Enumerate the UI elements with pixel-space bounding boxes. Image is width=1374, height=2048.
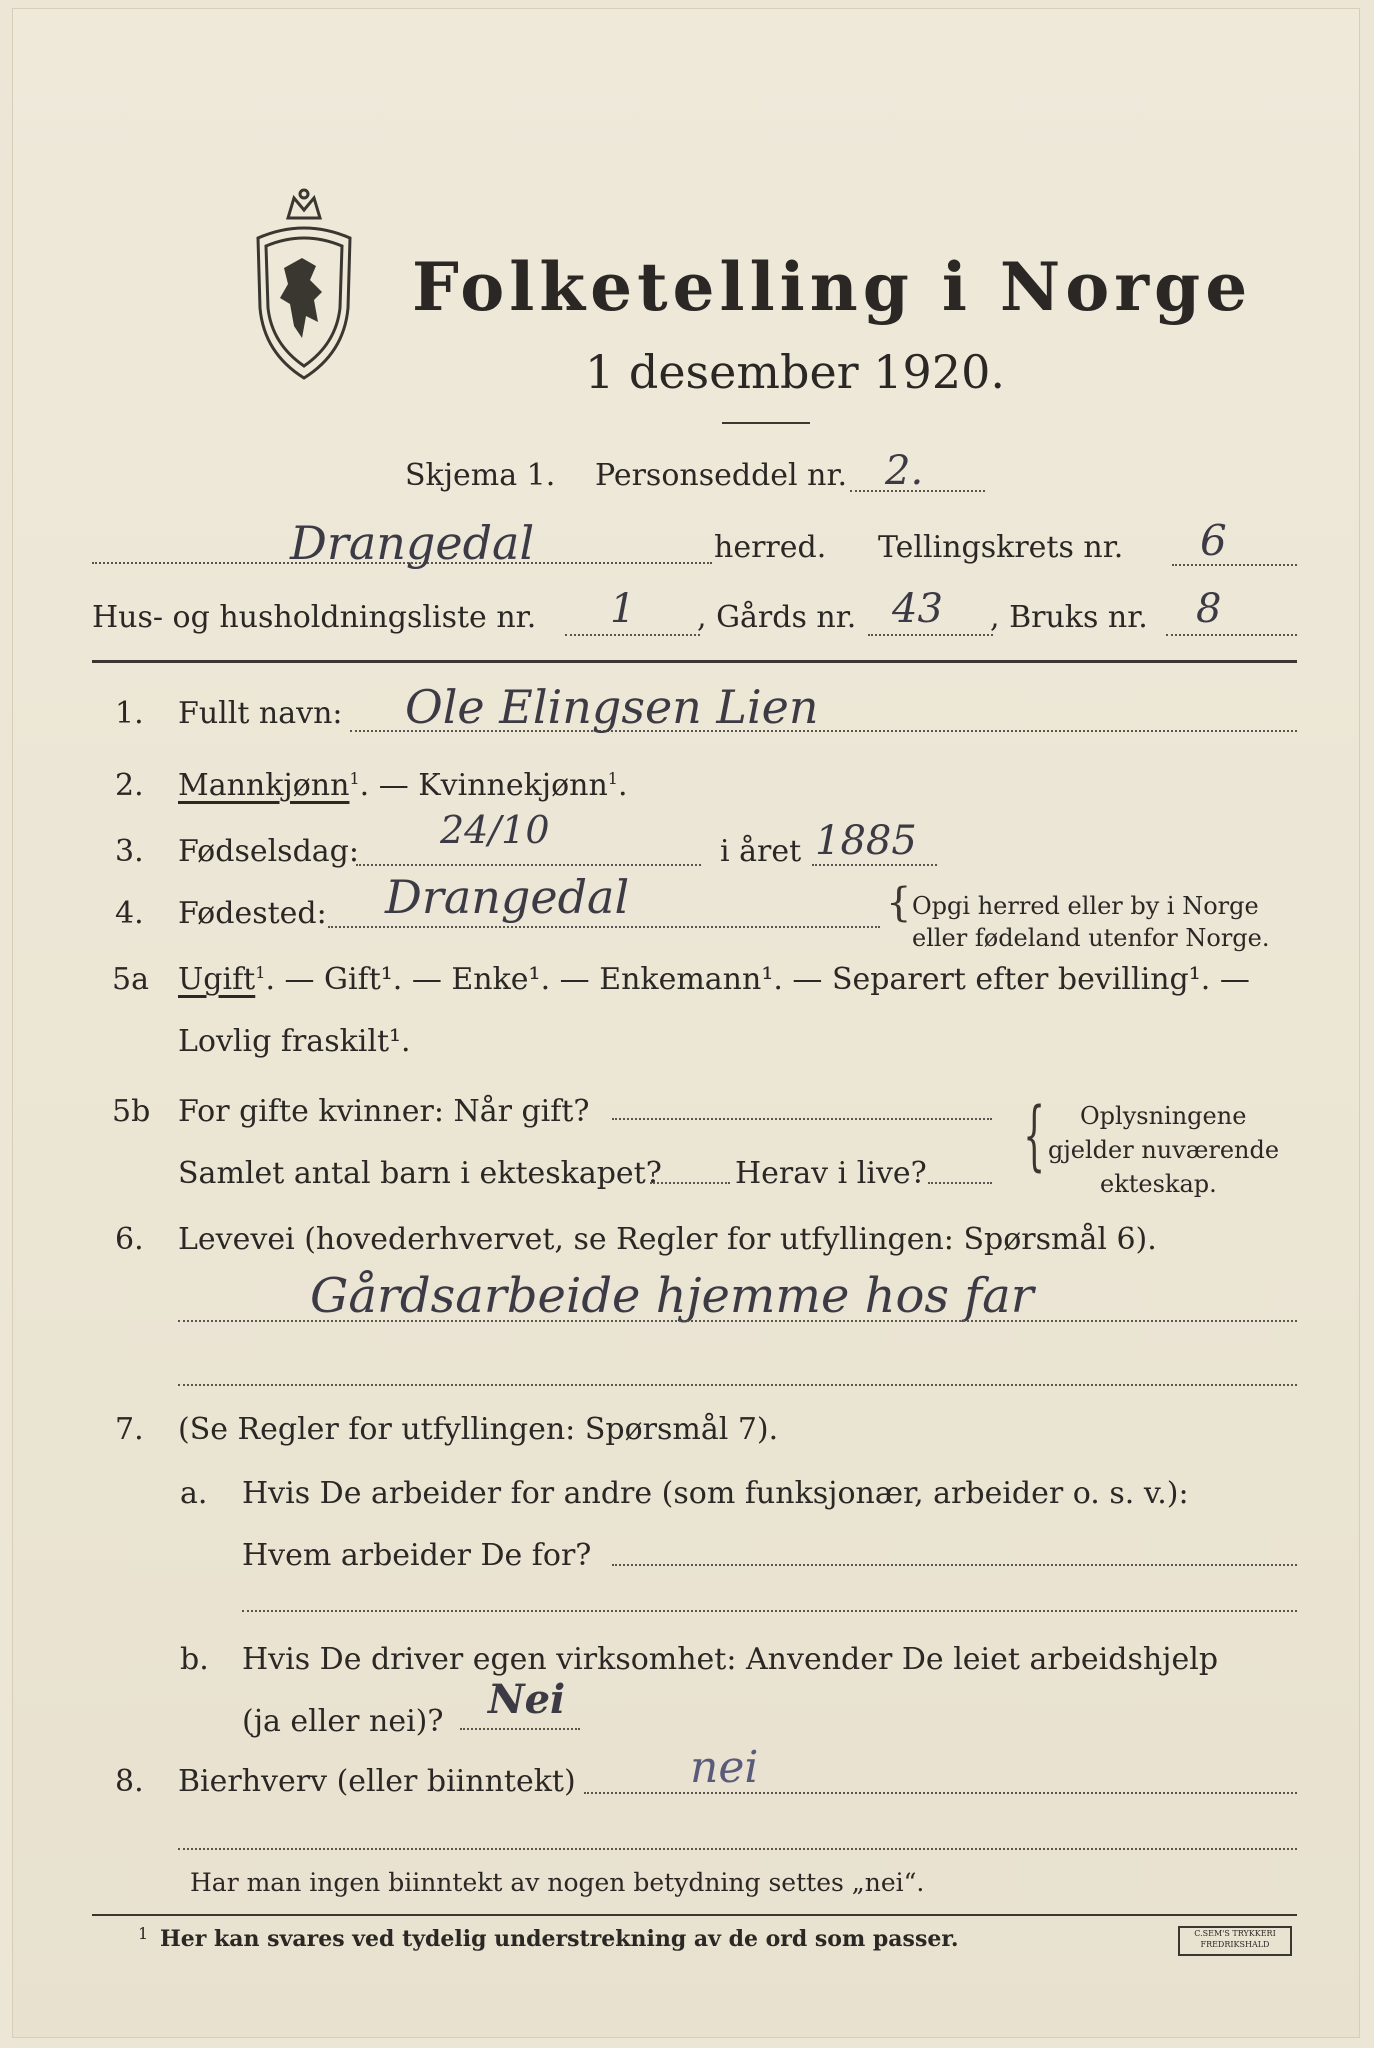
printer-stamp — [1178, 1926, 1292, 1956]
side-income-value[interactable]: nei — [690, 1742, 759, 1793]
gards-value[interactable]: 43 — [892, 586, 943, 632]
tellingskrets-line — [1172, 564, 1297, 566]
q6-label: Levevei (hovederhvervet, se Regler for utfyllingen: Spørsmål 6). — [178, 1222, 1157, 1257]
q7a-line2 — [242, 1610, 1297, 1612]
q5b-label3: Herav i live? — [735, 1156, 927, 1191]
q5b-label1: For gifte kvinner: Når gift? — [178, 1094, 590, 1129]
herred-label: herred. — [714, 530, 827, 565]
q8-label: Bierhverv (eller biinntekt) — [178, 1764, 576, 1799]
q5b-number: 5b — [112, 1094, 151, 1129]
birthdate-value[interactable]: 24/10 — [440, 808, 550, 852]
q5b-note-line3: ekteskap. — [1100, 1170, 1217, 1198]
printer-name: C.SEM'S TRYKKERI — [1194, 1929, 1276, 1938]
q3-number: 3. — [115, 834, 144, 869]
q3-year-line — [812, 864, 937, 866]
tellingskrets-value[interactable]: 6 — [1200, 516, 1227, 565]
gards-line — [868, 634, 993, 636]
form-title: Folketelling i Norge — [412, 248, 1253, 326]
q5b-note-line1: Oplysningene — [1080, 1102, 1247, 1130]
gender-male-option[interactable]: Mannkjønn — [178, 768, 350, 803]
q8-number: 8. — [115, 1764, 144, 1799]
q5b-line1 — [612, 1118, 992, 1120]
footnote-text: Her kan svares ved tydelig understrekning av de ord som passer. — [160, 1926, 959, 1952]
q5b-line3 — [928, 1182, 992, 1184]
q7a-line1 — [612, 1564, 1297, 1566]
footnote-separator — [92, 1914, 1297, 1916]
q5b-note-line2: gjelder nuværende — [1048, 1136, 1280, 1164]
gender-female-option[interactable]: Kvinnekjønn — [418, 768, 608, 803]
q6-line2 — [178, 1384, 1297, 1386]
q7b-letter: b. — [180, 1642, 209, 1677]
q5b-brace: { — [1023, 1090, 1046, 1179]
gards-label: , Gårds nr. — [697, 600, 857, 635]
q7b-label1: Hvis De driver egen virksomhet: Anvender De leiet arbeidshjelp — [242, 1642, 1219, 1677]
tellingskrets-label: Tellingskrets nr. — [878, 530, 1124, 565]
occupation-value[interactable]: Gårdsarbeide hjemme hos far — [310, 1268, 1034, 1324]
q5b-label2: Samlet antal barn i ekteskapet? — [178, 1156, 662, 1191]
q4-label: Fødested: — [178, 896, 327, 931]
q5a-options: Ugift$^1$. — Gift¹. — Enke¹. — Enkemann¹. — Separert efter bevilling¹. — — [178, 962, 1250, 997]
q3-line — [356, 864, 701, 866]
printer-city: FREDRIKSHALD — [1200, 1940, 1270, 1949]
footnote-mark: 1 — [138, 1924, 149, 1943]
form-date: 1 desember 1920. — [585, 345, 1005, 399]
q4-number: 4. — [115, 896, 144, 931]
q4-note-line1: Opgi herred eller by i Norge — [912, 892, 1259, 920]
q3-label: Fødselsdag: — [178, 834, 359, 869]
q7-label: (Se Regler for utfyllingen: Spørsmål 7). — [178, 1412, 779, 1447]
bruks-label: , Bruks nr. — [990, 600, 1148, 635]
q7a-letter: a. — [180, 1476, 208, 1511]
status-ugift-option[interactable]: Ugift — [178, 962, 256, 997]
q5a-line2: Lovlig fraskilt¹. — [178, 1024, 411, 1059]
q8-note: Har man ingen biinntekt av nogen betydning settes „nei“. — [190, 1868, 925, 1897]
q2-number: 2. — [115, 768, 144, 803]
header-separator — [92, 660, 1297, 663]
q7a-label2: Hvem arbeider De for? — [242, 1538, 592, 1573]
q5b-line2 — [650, 1182, 730, 1184]
full-name-value[interactable]: Ole Elingsen Lien — [405, 680, 819, 734]
q8-line2 — [178, 1848, 1297, 1850]
q4-brace: { — [886, 880, 912, 926]
q7b-line — [460, 1728, 580, 1730]
q2-options: Mannkjønn$^1$. — Kvinnekjønn$^1$. — [178, 768, 628, 803]
q7-number: 7. — [115, 1412, 144, 1447]
q7a-label1: Hvis De arbeider for andre (som funksjonær, arbeider o. s. v.): — [242, 1476, 1189, 1511]
birthyear-value[interactable]: 1885 — [815, 818, 917, 864]
hired-help-value[interactable]: Nei — [488, 1676, 566, 1723]
skjema-label: Skjema 1. — [405, 458, 556, 493]
herred-value[interactable]: Drangedal — [290, 516, 535, 570]
personseddel-value[interactable]: 2. — [885, 448, 924, 494]
q7b-label2: (ja eller nei)? — [242, 1704, 444, 1739]
q4-note-line2: eller fødeland utenfor Norge. — [912, 924, 1270, 952]
q3-year-label: i året — [720, 834, 802, 869]
husliste-label: Hus- og husholdningsliste nr. — [92, 600, 537, 635]
bruks-value[interactable]: 8 — [1196, 586, 1222, 632]
q4-line — [328, 926, 880, 928]
bruks-line — [1166, 634, 1297, 636]
husliste-line — [565, 634, 700, 636]
q5a-number: 5a — [112, 962, 149, 997]
q6-line1 — [178, 1320, 1297, 1322]
personseddel-label: Personseddel nr. — [595, 458, 848, 493]
q1-number: 1. — [115, 696, 144, 731]
q6-number: 6. — [115, 1222, 144, 1257]
birthplace-value[interactable]: Drangedal — [385, 870, 630, 924]
title-divider — [722, 422, 810, 424]
husliste-value[interactable]: 1 — [610, 586, 636, 632]
q1-label: Fullt navn: — [178, 696, 343, 731]
norway-coat-of-arms-icon — [244, 188, 364, 388]
